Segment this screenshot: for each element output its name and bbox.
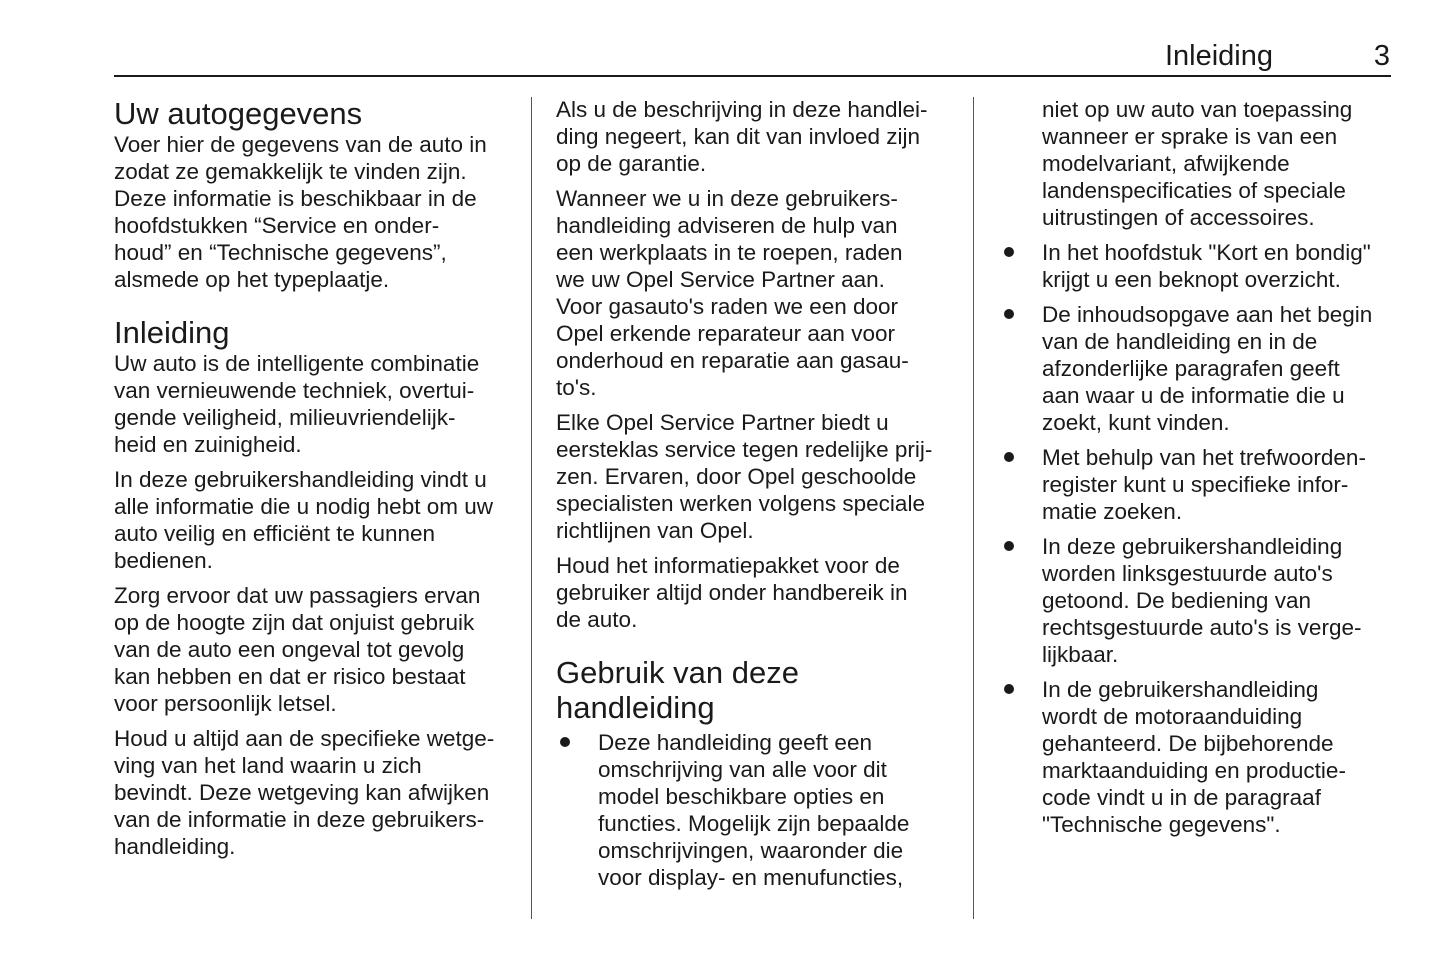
bullet-dot-icon [560,737,570,747]
section-body [556,96,956,633]
text-line: van de informatie in deze gebruikers- [114,807,485,832]
bullet-item [1000,533,1400,668]
column-divider [531,97,532,919]
text-line: aan waar u de informatie die u [1042,383,1345,408]
text-line: auto veilig en efficiënt te kunnen [114,521,436,546]
paragraph [114,466,524,574]
text-line: omschrijvingen, waaronder die [598,838,904,863]
bullet-item [556,729,956,891]
bullet-item [1000,239,1400,293]
text-line: Voor gasauto's raden we een door [556,294,899,319]
paragraph [556,96,956,177]
text-line: In de gebruikershandleiding [1042,677,1319,702]
paragraph [556,409,956,544]
bullet-dot-icon [1004,452,1014,462]
text-line: ving van het land waarin u zich [114,753,422,778]
text-line: "Technische gegevens". [1042,812,1281,837]
text-line: getoond. De bediening van [1042,588,1311,613]
text-line: houd” en “Technische gegevens”, [114,240,447,265]
text-line: landenspecificaties of speciale [1042,178,1346,203]
text-line: bedienen. [114,548,213,573]
text-line: wordt de motoraanduiding [1042,704,1303,729]
text-line: krijgt u een beknopt overzicht. [1042,267,1341,292]
bullet-dot-icon [1004,541,1014,551]
text-line: van de handleiding en in de [1042,329,1318,354]
running-header-title: Inleiding [1164,40,1273,72]
text-line: Deze handleiding geeft een [598,730,872,755]
text-line: worden linksgestuurde auto's [1042,561,1333,586]
text-line: matie zoeken. [1042,499,1183,524]
paragraph [556,185,956,401]
text-line: Deze informatie is beschikbaar in de [114,186,477,211]
text-line: In deze gebruikershandleiding [1042,534,1343,559]
text-line: code vindt u in de paragraaf [1042,785,1321,810]
text-line: kan hebben en dat er risico bestaat [114,664,466,689]
section-body [114,131,524,293]
text-line: Opel erkende reparateur aan voor [556,321,895,346]
text-line: specialisten werken volgens speciale [556,491,925,516]
text-line: gende veiligheid, milieuvriendelijk- [114,405,456,430]
text-line: handleiding. [114,834,236,859]
text-line: Uw auto is de intelligente combinatie [114,351,480,376]
text-line: heid en zuinigheid. [114,432,302,457]
text-line: bevindt. Deze wetgeving kan afwijken [114,780,490,805]
column-divider [973,97,974,919]
text-line: eersteklas service tegen redelijke prij- [556,437,933,462]
section-heading: Inleiding [114,315,230,350]
text-line: gebruiker altijd onder handbereik in [556,580,908,605]
paragraph [114,582,524,717]
text-line: afzonderlijke paragrafen geeft [1042,356,1340,381]
text-line: De inhoudsopgave aan het begin [1042,302,1373,327]
text-line: In deze gebruikershandleiding vindt u [114,467,487,492]
text-line: lijkbaar. [1042,642,1119,667]
paragraph [114,131,524,293]
text-line: rechtsgestuurde auto's is verge- [1042,615,1362,640]
section-heading: Gebruik van deze handleiding [556,655,799,725]
text-line: to's. [556,375,597,400]
bullet-list [1000,239,1400,838]
text-line: handleiding adviseren de hulp van [556,213,898,238]
text-line: alsmede op het typeplaatje. [114,267,390,292]
text-line: register kunt u specifieke infor- [1042,472,1349,497]
text-line: richtlijnen van Opel. [556,518,754,543]
section-body [114,350,524,860]
bullet-list [556,729,956,891]
text-line: zoekt, kunt vinden. [1042,410,1230,435]
text-line: functies. Mogelijk zijn bepaalde [598,811,910,836]
text-line: Voer hier de gegevens van de auto in [114,132,487,157]
text-line: voor display- en menufuncties, [598,865,904,890]
bullet-dot-icon [1004,309,1014,319]
text-line: van de auto een ongeval tot gevolg [114,637,465,662]
text-line: Als u de beschrijving in deze handlei- [556,97,928,122]
column-2 [556,96,956,899]
paragraph [114,350,524,458]
text-line: hoofdstukken “Service en onder- [114,213,440,238]
paragraph [114,725,524,860]
text-line: op de garantie. [556,151,707,176]
bullet-item [1000,301,1400,436]
bullet-item [1000,444,1400,525]
text-line: ding negeert, kan dit van invloed zijn [556,124,920,149]
text-line: een werkplaats in te roepen, raden [556,240,903,265]
text-line: Houd u altijd aan de specifieke wetge- [114,726,495,751]
text-line: van vernieuwende techniek, overtui- [114,378,475,403]
text-line: we uw Opel Service Partner aan. [556,267,885,292]
text-line: Wanneer we u in deze gebruikers- [556,186,898,211]
bullet-dot-icon [1004,684,1014,694]
text-line: op de hoogte zijn dat onjuist gebruik [114,610,475,635]
text-line: alle informatie die u nodig hebt om uw [114,494,493,519]
header-rule [114,75,1391,77]
bullet-continuation [1000,96,1400,231]
text-line: Zorg ervoor dat uw passagiers ervan [114,583,481,608]
text-line: de auto. [556,607,638,632]
text-line: Met behulp van het trefwoorden- [1042,445,1366,470]
text-line: zen. Ervaren, door Opel geschoolde [556,464,917,489]
text-line: onderhoud en reparatie aan gasau- [556,348,909,373]
text-line: In het hoofdstuk "Kort en bondig" [1042,240,1371,265]
text-line: niet op uw auto van toepassing [1042,97,1353,122]
bullet-dot-icon [1004,247,1014,257]
page-number: 3 [1373,40,1390,72]
section-heading: Uw autogegevens [114,96,363,131]
text-line: gehanteerd. De bijbehorende [1042,731,1334,756]
text-line: Elke Opel Service Partner biedt u [556,410,889,435]
text-line: model beschikbare opties en [598,784,885,809]
column-1 [114,96,524,868]
text-line: omschrijving van alle voor dit [598,757,887,782]
paragraph [556,552,956,633]
text-line: marktaanduiding en productie- [1042,758,1346,783]
text-line: voor persoonlijk letsel. [114,691,337,716]
text-line: wanneer er sprake is van een [1042,124,1338,149]
text-line: uitrustingen of accessoires. [1042,205,1315,230]
column-3 [1000,96,1400,846]
bullet-item [1000,676,1400,838]
text-line: zodat ze gemakkelijk te vinden zijn. [114,159,467,184]
text-line: modelvariant, afwijkende [1042,151,1290,176]
text-line: Houd het informatiepakket voor de [556,553,900,578]
